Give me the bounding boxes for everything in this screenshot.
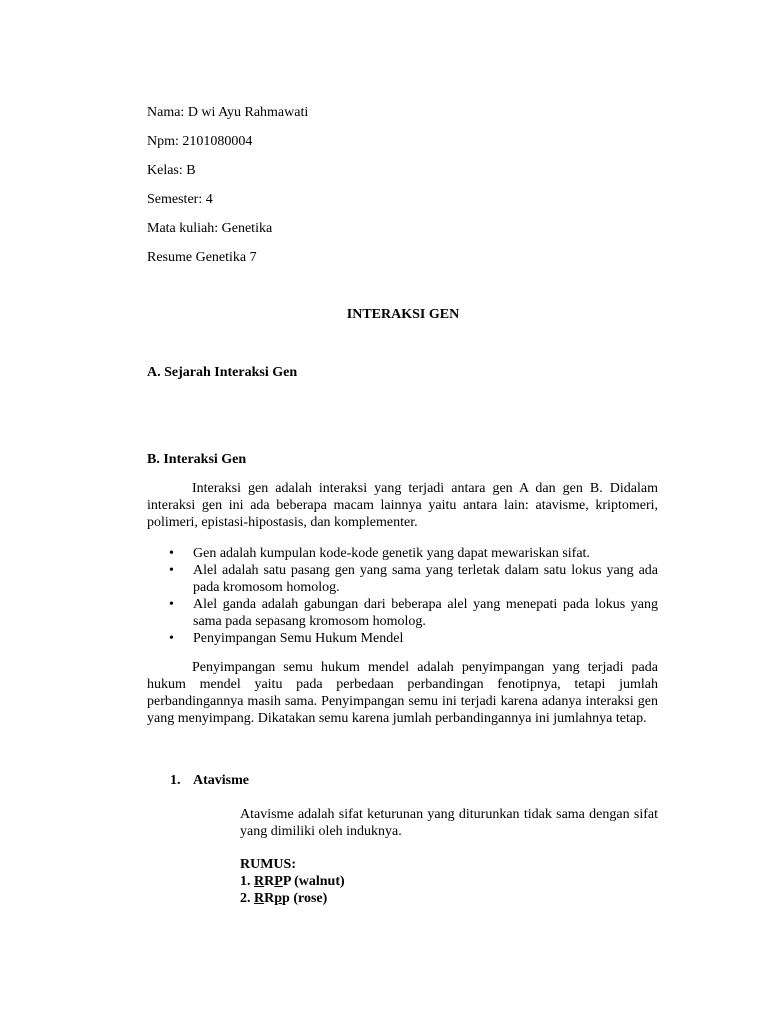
formula-2: 2. RRpp (rose) [240, 891, 328, 906]
resume-label: Resume Genetika 7 [147, 250, 257, 265]
list-item: • Alel ganda adalah gabungan dari beberapa alel yang menepati pada lokus yang sama pada sepasang kromosom homolog. [169, 597, 658, 629]
student-npm: Npm: 2101080004 [147, 134, 253, 149]
section-b-heading: B. Interaksi Gen [147, 452, 247, 467]
student-class: Kelas: B [147, 163, 196, 178]
atavisme-heading [170, 772, 249, 789]
list-item: • Penyimpangan Semu Hukum Mendel [169, 631, 404, 646]
atavisme-definition: Atavisme adalah sifat keturunan yang diturunkan tidak sama dengan sifat yang dimiliki oleh induknya. [240, 807, 658, 839]
section-a-heading: A. Sejarah Interaksi Gen [147, 365, 298, 380]
bullet-icon: • [169, 631, 174, 646]
bullet-icon: • [169, 546, 174, 561]
list-item: • Gen adalah kumpulan kode-kode genetik yang dapat mewariskan sifat. [169, 546, 590, 561]
penyimpangan-paragraph: Penyimpangan semu hukum mendel adalah penyimpangan yang terjadi pada hukum mendel yaitu pada perbedaan perbandingan fenotipnya, tetapi jumlah perbandingannya masih sama. Penyimpangan semu ini terjadi karena adanya interaksi gen yang menyimpang. Dikatakan semu karena jumlah perbandingannya ini jumlahnya tetap. [147, 660, 658, 726]
bullet-icon: • [169, 597, 174, 612]
student-name: Nama: D wi Ayu Rahmawati [147, 105, 309, 120]
formula-1: 1. RRPP (walnut) [240, 874, 345, 889]
definition-list [147, 545, 658, 647]
list-item: • Alel adalah satu pasang gen yang sama yang terletak dalam satu lokus yang ada pada kromosom homolog. [169, 563, 658, 595]
atavisme-title: Atavisme [193, 773, 249, 788]
document-title: INTERAKSI GEN [346, 307, 460, 322]
student-semester: Semester: 4 [147, 192, 213, 207]
course-name: Mata kuliah: Genetika [147, 221, 273, 236]
atavisme-number: 1. [170, 773, 181, 788]
rumus-label: RUMUS: [240, 857, 296, 872]
section-b-intro: Interaksi gen adalah interaksi yang terjadi antara gen A dan gen B. Didalam interaksi gen ini ada beberapa macam lainnya yaitu antara lain: atavisme, kriptomeri, polimeri, epistasi-hipostasis, dan komplementer. [147, 481, 658, 530]
bullet-icon: • [169, 563, 174, 578]
